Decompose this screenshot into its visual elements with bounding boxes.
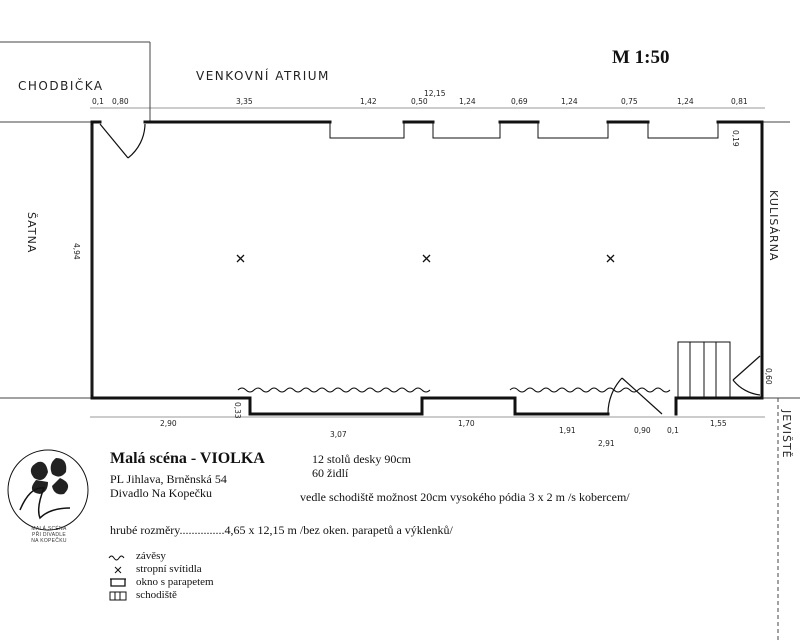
dim-left-height: 4,94 xyxy=(72,243,81,260)
dim-top-right-offset: 0,19 xyxy=(731,130,740,147)
scale-label: M 1:50 xyxy=(612,47,670,68)
legend-curtains xyxy=(110,550,166,562)
dim-top-6: 1,24 xyxy=(459,97,476,106)
dim-bottom-recess-2: 1,91 xyxy=(559,426,576,435)
dim-total-width: 12,15 xyxy=(424,89,446,98)
doors xyxy=(100,124,760,414)
logo-line-1: MALÁ SCÉNA xyxy=(31,526,67,532)
legend-curtains-label: závěsy xyxy=(136,550,166,562)
dim-top-8: 1,24 xyxy=(561,97,578,106)
rough-dimensions: hrubé rozměry...............4,65 x 12,15 m /bez oken. parapetů a výklenků/ xyxy=(110,523,453,537)
dim-top-4: 1,42 xyxy=(360,97,377,106)
curtain-icon xyxy=(108,552,128,562)
violka-logo xyxy=(8,450,88,530)
staircase-symbol xyxy=(678,342,730,398)
logo-line-2: PŘI DIVADLE xyxy=(31,532,67,538)
podium-note: vedle schodiště možnost 20cm vysokého pódia 3 x 2 m /s kobercem/ xyxy=(300,490,630,504)
legend-window xyxy=(110,576,214,588)
curtains xyxy=(238,388,670,392)
legend-stairs-label: schodiště xyxy=(136,589,177,601)
venue-title: Malá scéna - VIOLKA xyxy=(110,450,265,467)
dim-bottom-right: 1,55 xyxy=(710,419,727,428)
dim-bottom-left: 2,90 xyxy=(160,419,177,428)
dimension-lines xyxy=(90,108,765,417)
staircase-icon xyxy=(108,591,128,601)
dim-top-1: 0,1 xyxy=(92,97,104,106)
walls xyxy=(92,122,762,414)
legend-window-label: okno s parapetem xyxy=(136,576,214,588)
dim-top-5: 0,50 xyxy=(411,97,428,106)
dim-top-3: 3,35 xyxy=(236,97,253,106)
dim-bottom-total: 2,91 xyxy=(598,439,615,448)
dim-bottom-recess-1: 3,07 xyxy=(330,430,347,439)
ceiling-light-3 xyxy=(607,255,614,262)
ceiling-light-1 xyxy=(237,255,244,262)
dim-top-7: 0,69 xyxy=(511,97,528,106)
dim-top-11: 0,81 xyxy=(731,97,748,106)
label-backstage: KULISÁRNA xyxy=(767,190,780,262)
legend-lights-label: stropní svítidla xyxy=(136,563,202,575)
dim-bottom-left-step: 0,33 xyxy=(233,402,242,419)
dim-bottom-middle: 1,70 xyxy=(458,419,475,428)
address-line-1: PL Jihlava, Brněnská 54 xyxy=(110,472,227,486)
windows xyxy=(330,122,718,138)
ceiling-lights xyxy=(237,255,614,262)
logo-line-3: NA KOPEČKU xyxy=(31,538,67,544)
chairs-info: 60 židlí xyxy=(312,466,349,480)
window-sill-icon xyxy=(108,578,128,588)
label-corridor: CHODBIČKA xyxy=(18,79,104,93)
dim-bottom-small: 0,1 xyxy=(667,426,679,435)
cross-icon xyxy=(108,565,128,575)
address-line-2: Divadlo Na Kopečku xyxy=(110,486,212,500)
dim-top-2: 0,80 xyxy=(112,97,129,106)
label-atrium: VENKOVNÍ ATRIUM xyxy=(196,69,330,83)
label-stage: JEVIŠTĚ xyxy=(780,410,793,459)
dim-bottom-door: 0,90 xyxy=(634,426,651,435)
dim-top-10: 1,24 xyxy=(677,97,694,106)
legend-stairs xyxy=(110,589,177,601)
logo-subtitle xyxy=(28,526,70,544)
tables-info: 12 stolů desky 90cm xyxy=(312,452,411,466)
dim-right-lower: 0,60 xyxy=(764,368,773,385)
label-wardrobe: ŠATNA xyxy=(25,212,38,254)
legend-lights xyxy=(110,563,202,575)
dim-top-9: 0,75 xyxy=(621,97,638,106)
ceiling-light-2 xyxy=(423,255,430,262)
